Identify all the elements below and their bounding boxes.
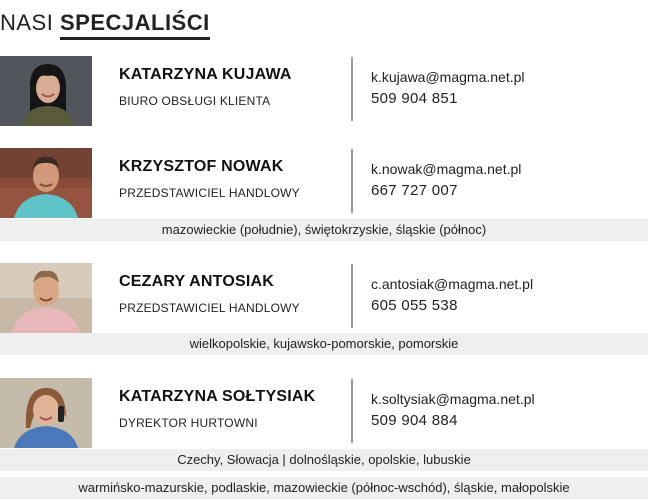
person-role: BIURO OBSŁUGI KLIENTA (119, 94, 271, 108)
phone-number[interactable]: 605 055 538 (371, 297, 458, 314)
region-bar: wielkopolskie, kujawsko-pomorskie, pomorskie (0, 333, 648, 355)
specialist-card-kujawa (0, 56, 648, 128)
person-name: KATARZYNA KUJAWA (119, 66, 292, 83)
specialist-card-antosiak (0, 263, 648, 335)
region-bar: Czechy, Słowacja | dolnośląskie, opolskie, lubuskie (0, 449, 648, 471)
phone-number[interactable]: 509 904 851 (371, 90, 458, 107)
person-role: DYREKTOR HURTOWNI (119, 416, 258, 430)
person-role: PRZEDSTAWICIEL HANDLOWY (119, 301, 300, 315)
section-title (0, 10, 210, 44)
section-title-main: SPECJALIŚCI (60, 10, 210, 40)
email-link[interactable]: k.nowak@magma.net.pl (371, 161, 522, 177)
person-name: CEZARY ANTOSIAK (119, 273, 275, 290)
photo-kujawa (0, 56, 92, 126)
card-divider (351, 57, 353, 121)
photo-soltysiak (0, 378, 92, 448)
region-bar: warmińsko-mazurskie, podlaskie, mazowieckie (północ-wschód), śląskie, małopolskie (0, 477, 648, 499)
phone-number[interactable]: 509 904 884 (371, 412, 458, 429)
email-link[interactable]: k.kujawa@magma.net.pl (371, 69, 525, 85)
card-divider (351, 264, 353, 328)
person-name: KATARZYNA SOŁTYSIAK (119, 388, 316, 405)
card-divider (351, 149, 353, 213)
email-link[interactable]: c.antosiak@magma.net.pl (371, 276, 534, 292)
person-role: PRZEDSTAWICIEL HANDLOWY (119, 186, 300, 200)
card-divider (351, 379, 353, 443)
photo-nowak (0, 148, 92, 218)
email-link[interactable]: k.soltysiak@magma.net.pl (371, 391, 535, 407)
region-bar: mazowieckie (południe), świętokrzyskie, śląskie (północ) (0, 219, 648, 241)
specialist-card-soltysiak (0, 378, 648, 450)
phone-number[interactable]: 667 727 007 (371, 182, 458, 199)
photo-antosiak (0, 263, 92, 333)
person-name: KRZYSZTOF NOWAK (119, 158, 284, 175)
specialist-card-nowak (0, 148, 648, 220)
section-title-prefix: NASI (0, 10, 60, 35)
